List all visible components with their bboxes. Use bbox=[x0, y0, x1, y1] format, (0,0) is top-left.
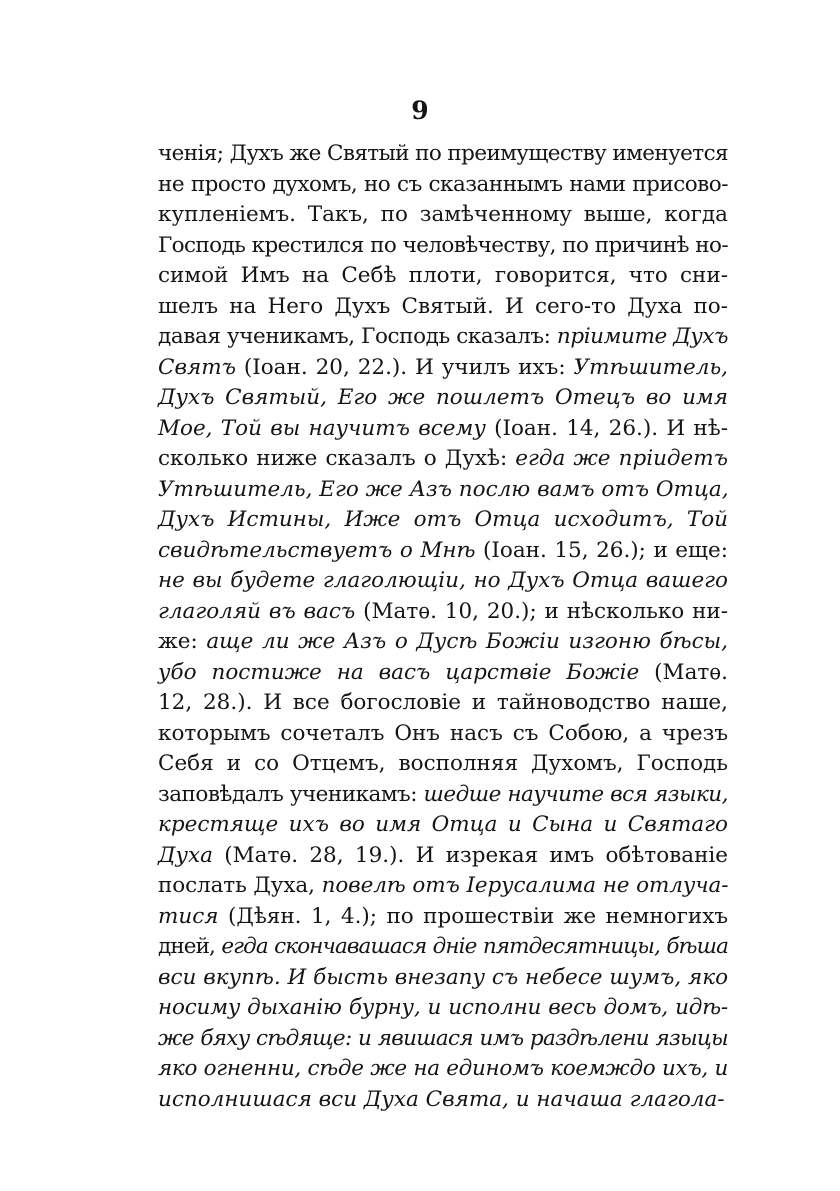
text-run: (Матѳ. 28, 19.). И изрекая имъ обѣтованіе bbox=[212, 842, 728, 868]
italic-quotation: убо постиже на васъ царствіе Божіе bbox=[158, 659, 640, 685]
text-line bbox=[158, 932, 728, 963]
text-line bbox=[158, 810, 728, 841]
italic-quotation: повелѣ отъ Іерусалима не отлуча- bbox=[321, 873, 729, 898]
italic-quotation: крестяще ихъ во имя Отца и Сына и Святаго bbox=[158, 812, 728, 837]
text-line bbox=[158, 871, 728, 902]
text-line bbox=[158, 261, 728, 292]
text-run: дней, bbox=[158, 934, 222, 959]
text-line bbox=[158, 993, 728, 1024]
text-run: симой Имъ на Себѣ плоти, говорится, что сни- bbox=[158, 263, 728, 288]
italic-quotation: Утѣшитель, Его же Азъ послю вамъ отъ Отца, bbox=[158, 476, 729, 502]
italic-quotation: носиму дыханію бурну, и исполни весь домъ, идѣ- bbox=[158, 995, 728, 1020]
text-line bbox=[158, 322, 728, 353]
italic-quotation: не вы будете глаголющіи, но Духъ Отца вашего bbox=[158, 568, 728, 593]
text-line bbox=[158, 231, 728, 262]
italic-quotation: егда же пріидетъ bbox=[515, 446, 728, 471]
text-line bbox=[158, 566, 728, 597]
text-run: не просто духомъ, но съ сказаннымъ нами присово- bbox=[158, 171, 728, 197]
text-run: послать Духа, bbox=[158, 873, 322, 898]
italic-quotation: егда скончавашася дніе пятдесятницы, бѣша bbox=[221, 934, 728, 959]
italic-quotation: же бяху сѣдяще: и явишася имъ раздѣлени языцы bbox=[158, 1025, 728, 1051]
italic-quotation: шедше научите вся языки, bbox=[423, 781, 728, 807]
italic-quotation: свидѣтельствуетъ о Мнѣ bbox=[158, 537, 476, 563]
italic-quotation: Утѣшитель, bbox=[573, 354, 728, 380]
italic-quotation: исполнишася вси Духа Свята, и начаша глагола- bbox=[158, 1086, 725, 1112]
text-run: заповѣдалъ ученикамъ: bbox=[158, 781, 424, 807]
text-run: (Дѣян. 1, 4.); по прошествіи же немногихъ bbox=[218, 903, 728, 929]
italic-quotation: вси вкупѣ. И бысть внезапу съ небесе шумъ, яко bbox=[158, 964, 729, 990]
italic-quotation: тися bbox=[158, 903, 219, 929]
italic-quotation: Духа bbox=[158, 842, 213, 868]
text-line bbox=[158, 688, 728, 719]
text-line bbox=[158, 1085, 728, 1116]
text-line bbox=[158, 749, 728, 780]
text-line bbox=[158, 658, 728, 689]
text-run: шелъ на Него Духъ Святый. И сего-то Духа по- bbox=[158, 293, 728, 319]
text-line bbox=[158, 780, 728, 811]
text-line bbox=[158, 902, 728, 933]
text-line bbox=[158, 505, 728, 536]
text-run: давая ученикамъ, Господь сказалъ: bbox=[158, 324, 557, 349]
text-run: Господь крестился по человѣчеству, по причинѣ но- bbox=[158, 232, 728, 258]
page-text-body bbox=[158, 139, 728, 1115]
text-line bbox=[158, 627, 728, 658]
text-run: ченія; Духъ же Святый по преимуществу именуется bbox=[158, 141, 728, 166]
italic-quotation: Мое, Той вы научитъ всему bbox=[158, 415, 486, 441]
text-line bbox=[158, 719, 728, 750]
text-run: (Іоан. 20, 22.). И училъ ихъ: bbox=[235, 354, 574, 380]
text-run: (Іоан. 15, 26.); и еще: bbox=[475, 537, 728, 563]
text-line bbox=[158, 1024, 728, 1055]
text-line bbox=[158, 170, 728, 201]
text-line bbox=[158, 963, 728, 994]
text-line bbox=[158, 292, 728, 323]
text-run: (Матѳ. 10, 20.); и нѣсколько ни- bbox=[355, 598, 729, 624]
text-line bbox=[158, 200, 728, 231]
italic-quotation: Духъ Святый, Его же пошлетъ Отецъ во имя bbox=[158, 385, 728, 410]
italic-quotation: Духъ Истины, Иже отъ Отца исходитъ, Той bbox=[158, 507, 728, 532]
text-line bbox=[158, 841, 728, 872]
text-line bbox=[158, 353, 728, 384]
text-run: (Іоан. 14, 26.). И нѣ- bbox=[485, 415, 728, 441]
text-line bbox=[158, 414, 728, 445]
text-line bbox=[158, 139, 728, 170]
text-run: которымъ сочеталъ Онъ насъ съ Собою, а чрезъ bbox=[158, 720, 728, 746]
text-line bbox=[158, 383, 728, 414]
italic-quotation: аще ли же Азъ о Дусѣ Божіи изгоню бѣсы, bbox=[206, 629, 728, 654]
text-run: же: bbox=[158, 629, 207, 654]
italic-quotation: пріимите Духъ bbox=[556, 324, 729, 349]
text-run: Себя и со Отцемъ, восполняя Духомъ, Господь bbox=[158, 751, 728, 776]
text-run: купленіемъ. Такъ, по замѣченному выше, когда bbox=[158, 202, 728, 227]
italic-quotation: Святъ bbox=[158, 354, 236, 380]
text-line bbox=[158, 1054, 728, 1085]
text-line bbox=[158, 597, 728, 628]
text-run: (Матѳ. bbox=[639, 659, 728, 685]
italic-quotation: глаголяй въ васъ bbox=[158, 598, 356, 624]
text-line bbox=[158, 444, 728, 475]
text-run: сколько ниже сказалъ о Духѣ: bbox=[158, 446, 516, 471]
text-line bbox=[158, 475, 728, 506]
italic-quotation: яко огненни, сѣде же на единомъ коемждо ихъ, и bbox=[158, 1056, 728, 1081]
page-number: 9 bbox=[411, 96, 429, 125]
text-run: 12, 28.). И все богословіе и тайноводство наше, bbox=[158, 690, 728, 715]
text-line bbox=[158, 536, 728, 567]
